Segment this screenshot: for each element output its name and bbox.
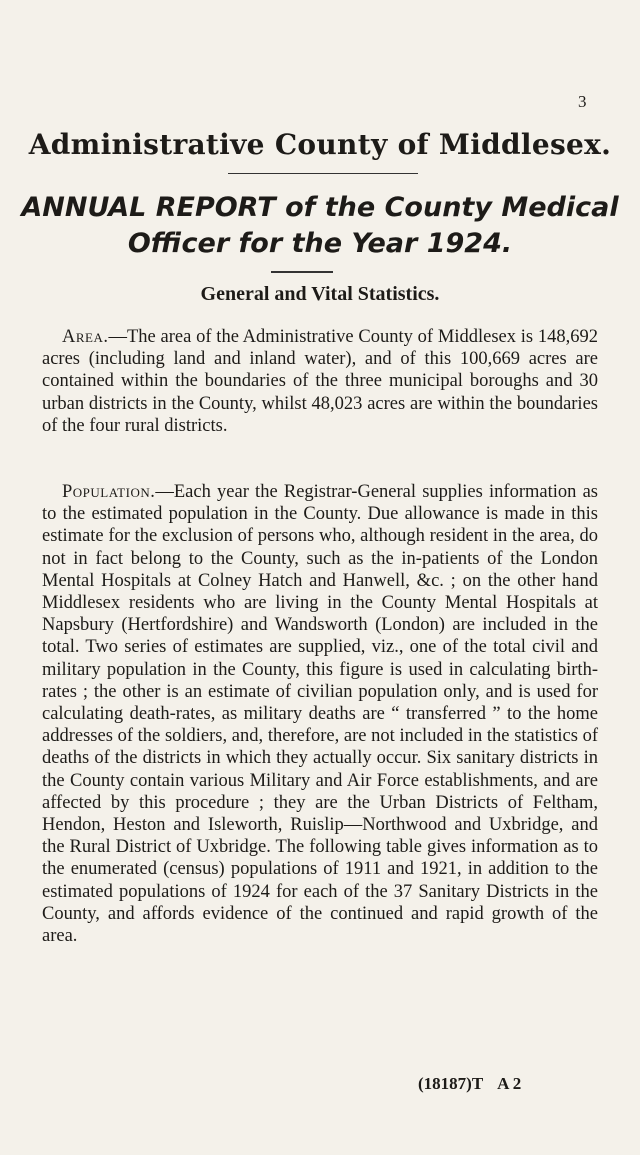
section-heading: General and Vital Statistics.: [200, 283, 440, 305]
paragraph-heading-area: Area.: [62, 327, 109, 347]
signature-mark: A 2: [497, 1074, 522, 1093]
paragraph-text-population: —Each year the Registrar-General supplies information as to the estimated population in the County. Due allowance is made in this estimate for the exclusion of persons who, although resident in the area, do not in fact belong to the County, such as the in-patients of the London Mental Hospitals at Colney Hatch and Hanwell, &c. ; on the other hand Middlesex residents who are living in the County Mental Hospitals at Napsbury (Hertfordshire) and Wandsworth (London) are included in the total. Two series of estimates are supplied, viz., one of the total civil and military population in the County, this figure is used in calculating birth-rates ; the other is an estimate of civilian population only, and is used for calculating death-rates, as military deaths are “ transferred ” to the home addresses of the soldiers, and, therefore, are not included in the statistics of deaths of the districts in which they actually occur. Six sanitary districts in the County contain various Military and Air Force establishments, and are affected by this procedure ; they are the Urban Districts of Feltham, Hendon, Heston and Isleworth, Ruislip—Northwood and Uxbridge, and the Rural District of Uxbridge. The following table gives information as to the enumerated (census) populations of 1911 and 1921, in addition to the estimated populations of 1924 for each of the 37 Sanitary Districts in the County, and affords evidence of the continued and rapid growth of the area.: [42, 482, 598, 947]
report-title-line-2: Officer for the Year 1924.: [127, 228, 513, 259]
paragraph-text-area: —The area of the Administrative County of Middlesex is 148,692 acres (including land and inland water), and of this 100,669 acres are contained within the boundaries of the three municipal boroughs and 30 urban districts in the County, whilst 48,023 acres are within the boundaries of the four rural districts.: [42, 327, 598, 436]
header-title: Administrative County of Middlesex.: [28, 128, 612, 161]
header-rule: [228, 173, 418, 174]
paragraph-heading-population: Population.: [62, 482, 156, 502]
footer: [418, 1074, 521, 1094]
report-title-line-1: ANNUAL REPORT of the County Medical: [21, 192, 619, 223]
page-number: 3: [578, 92, 587, 111]
section-divider: [271, 271, 333, 273]
report-title: [0, 190, 640, 262]
paragraph-area: [42, 326, 598, 437]
paragraph-population: [42, 481, 598, 947]
printer-code: (18187)T: [418, 1074, 484, 1093]
